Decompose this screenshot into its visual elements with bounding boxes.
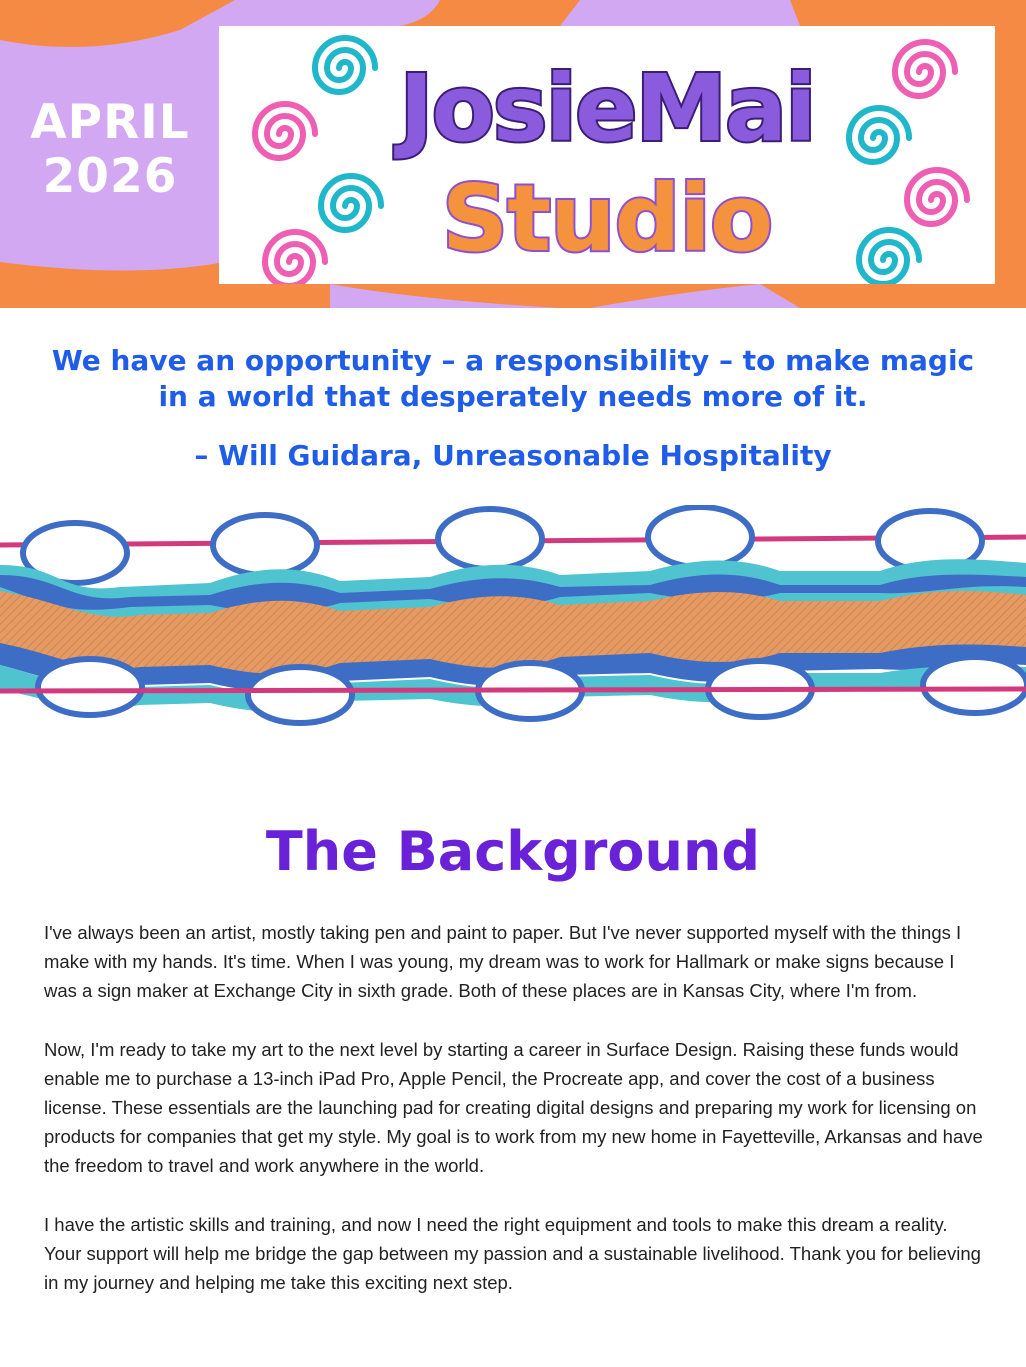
issue-year: 2026 [42, 149, 178, 204]
body-paragraph: I have the artistic skills and training, and now I need the right equipment and tools to make this dream a reality. Your support will help me bridge the gap between my passion and a sustainable livelihood. Thank you for believing in my journey and helping me take this exciting next step. [44, 1213, 981, 1294]
newsletter-header [0, 0, 1026, 308]
section-heading: The Background [265, 820, 761, 883]
body-paragraph: I've always been an artist, mostly taking pen and paint to paper. But I've never supported myself with the things I make with my hands. It's time. When I was young, my dream was to work for Hallmark or make signs because I was a sign maker at Exchange City in sixth grade. Both of these places are in Kansas City, where I'm from. [44, 922, 962, 1002]
issue-date [0, 96, 220, 204]
logo-name: JosieMai [399, 55, 815, 162]
issue-month: APRIL [30, 95, 190, 150]
logo-studio: Studio [441, 165, 773, 272]
quote-attribution: – Will Guidara, Unreasonable Hospitality [194, 439, 832, 472]
decorative-border-art [0, 505, 1026, 755]
body-paragraph: Now, I'm ready to take my art to the next level by starting a career in Surface Design. Raising these funds would enable me to purchase a 13-inch iPad Pro, Apple Pencil, the Procreate app, and cover the cost of a business license. These essentials are the launching pad for creating digital designs and preparing my work for licensing on products for companies that get my style. My goal is to work from my new home in Fayetteville, Arkansas and have the freedom to travel and work anywhere in the world. [44, 1038, 983, 1177]
studio-logo [219, 26, 995, 284]
section-body [44, 918, 984, 1326]
quote-text: We have an opportunity – a responsibility – to make magic in a world that desperately needs more of it. [51, 344, 975, 413]
